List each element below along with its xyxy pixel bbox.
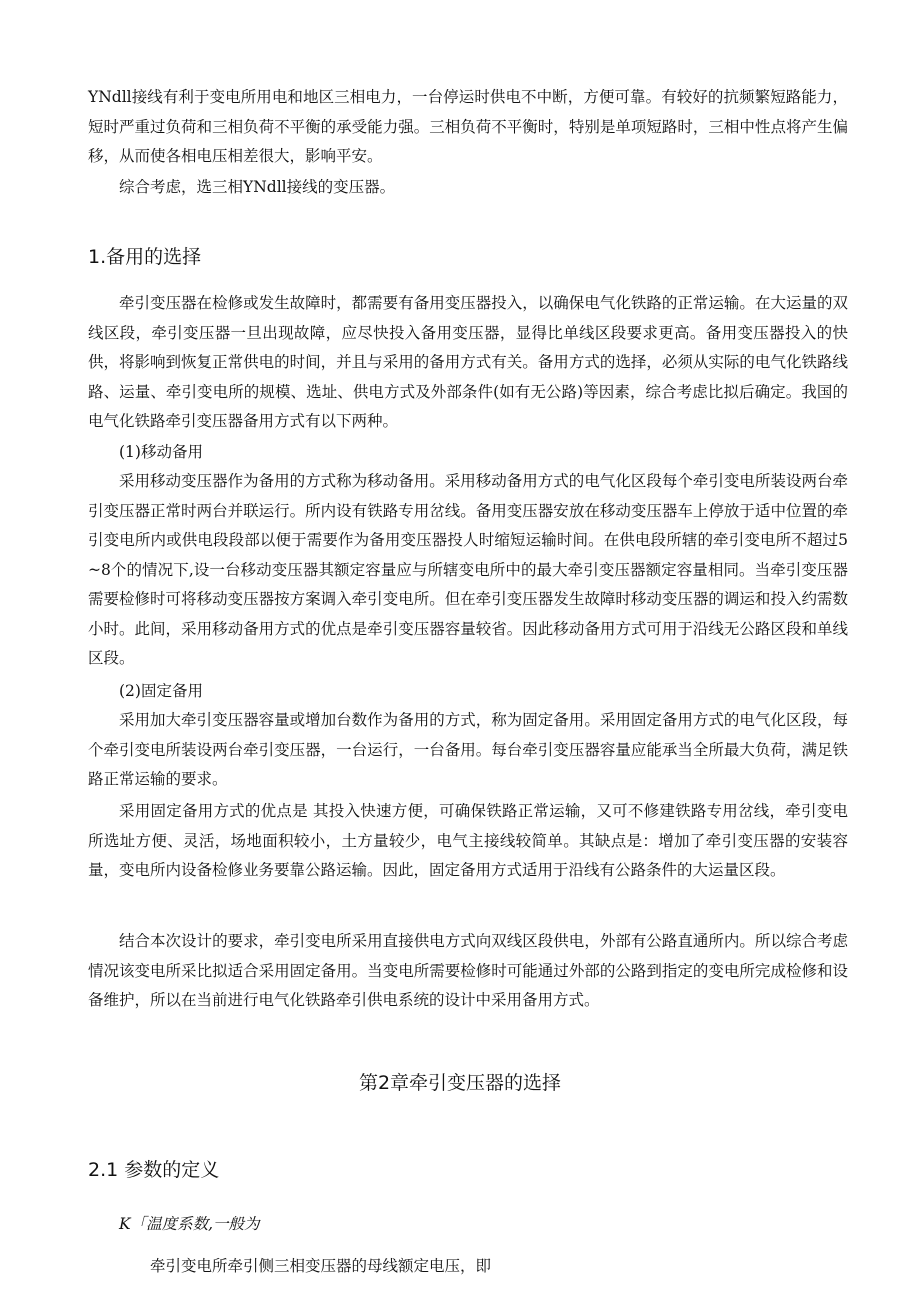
- chapter-title: 第2章牵引变压器的选择: [358, 1072, 562, 1094]
- fixed-backup-advantages-paragraph: 采用固定备用方式的优点是 其投入快速方便，可确保铁路正常运输，又可不修建铁路专用岔线，牵引变电所选址方便、灵活，场地面积较小，土方量较少，电气主接线较简单。其缺点是：增加了牵引变压器的安装容量，变电所内设备检修业务要靠公路运输。因此，固定备用方式适用于沿线有公路条件的大运量区段。: [88, 802, 848, 879]
- subsection-title-mobile-backup: (1)移动备用: [119, 443, 203, 461]
- mobile-backup-paragraph: 采用移动变压器作为备用的方式称为移动备用。采用移动备用方式的电气化区段每个牵引变电所装设两台牵引变压器正常时两台并联运行。所内设有铁路专用岔线。备用变压器安放在移动变压器车上停放于适中位置的牵引变电所内或供电段段部以便于需要作为备用变压器投人时缩短运输时间。在供电段所辖的牵引变电所不超过5~8个的情况下,设一台移动变压器其额定容量应与所辖变电所中的最大牵引变压器额定容量相同。当牵引变压器需要检修时可将移动变压器按方案调入牵引变电所。但在牵引变压器发生故障时移动变压器的调运和投入约需数小时。此间，采用移动备用方式的优点是牵引变压器容量较省。因此移动备用方式可用于沿线无公路区段和单线区段。: [88, 472, 848, 667]
- backup-intro-paragraph: 牵引变压器在检修或发生故障时，都需要有备用变压器投入，以确保电气化铁路的正常运输。在大运量的双线区段，牵引变压器一旦出现故障，应尽快投入备用变压器，显得比单线区段要求更高。备用变压器投入的快供，将影响到恢复正常供电的时间，并且与采用的备用方式有关。备用方式的选择，必须从实际的电气化铁路线路、运量、牵引变电所的规模、选址、供电方式及外部条件(如有无公路)等因素，综合考虑比拟后确定。我国的电气化铁路牵引变压器备用方式有以下两种。: [88, 294, 848, 430]
- temperature-coefficient-line: K「温度系数,一般为: [119, 1215, 260, 1233]
- subsection-title-fixed-backup: (2)固定备用: [119, 682, 203, 700]
- section-heading-parameter-definitions: 2.1 参数的定义: [88, 1159, 220, 1181]
- intro-paragraph-ynd11: YNdll接线有利于变电所用电和地区三相电力，一台停运时供电不中断，方便可靠。有较好的抗频繁短路能力，短时严重过负荷和三相负荷不平衡的承受能力强。三相负荷不平衡时，特别是单项短路时，三相中性点将产生偏移，从而使各相电压相差很大，影响平安。: [88, 88, 848, 165]
- design-conclusion-paragraph: 结合本次设计的要求，牵引变电所采用直接供电方式向双线区段供电，外部有公路直通所内。所以综合考虑情况该变电所采比拟适合采用固定备用。当变电所需要检修时可能通过外部的公路到指定的变电所完成检修和设备维护，所以在当前进行电气化铁路牵引供电系统的设计中采用备用方式。: [88, 932, 848, 1009]
- section-heading-backup-selection: 1.备用的选择: [88, 246, 202, 268]
- bus-rated-voltage-line: 牵引变电所牵引侧三相变压器的母线额定电压，即: [150, 1257, 492, 1275]
- intro-conclusion-paragraph: 综合考虑，选三相YNdll接线的变压器。: [119, 178, 396, 196]
- fixed-backup-paragraph: 采用加大牵引变压器容量或增加台数作为备用的方式，称为固定备用。采用固定备用方式的电气化区段，每个牵引变电所装设两台牵引变压器，一台运行，一台备用。每台牵引变压器容量应能承当全所最大负荷，满足铁路正常运输的要求。: [88, 711, 848, 788]
